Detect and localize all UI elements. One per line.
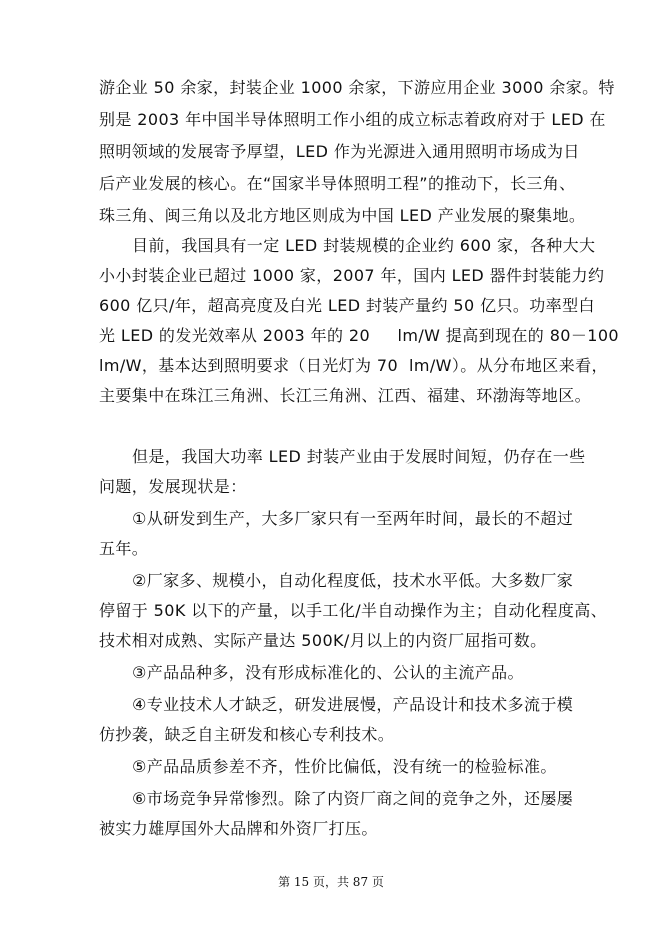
text-line: 目前，我国具有一定 LED 封装规模的企业约 600 家，各种大大: [132, 236, 596, 255]
text-line: 游企业 50 余家，封装企业 1000 余家，下游应用企业 3000 余家。特: [99, 78, 615, 97]
text-line: ⑥市场竞争异常惨烈。除了内资厂商之间的竞争之外，还屡屡: [132, 789, 574, 808]
text-line: 后产业发展的核心。在“国家半导体照明工程”的推动下，长三角、: [99, 174, 576, 193]
text-line: ⑤产品品质参差不齐，性价比偏低，没有统一的检验标准。: [132, 757, 557, 776]
text-line: lm/W，基本达到照明要求（日光灯为 70 lm/W）。从分布地区来看，: [99, 356, 608, 375]
page-number-footer: 第 15 页，共 87 页: [278, 875, 384, 889]
text-line: ③产品品种多，没有形成标准化的、公认的主流产品。: [132, 663, 524, 682]
text-line: 600 亿只/年，超高亮度及白光 LED 封装产量约 50 亿只。功率型白: [99, 296, 595, 315]
text-line: 但是，我国大功率 LED 封装产业由于发展时间短，仍存在一些: [132, 447, 586, 466]
text-line: 问题，发展现状是：: [99, 477, 247, 496]
text-line: 停留于 50K 以下的产量，以手工化/半自动操作为主；自动化程度高、: [99, 601, 608, 620]
text-line: 光 LED 的发光效率从 2003 年的 20 lm/W 提高到现在的 80－100: [99, 326, 619, 345]
text-line: 被实力雄厚国外大品牌和外资厂打压。: [99, 819, 378, 838]
text-line: 小小封装企业已超过 1000 家，2007 年，国内 LED 器件封装能力约: [99, 266, 605, 285]
text-line: 主要集中在珠江三角洲、长江三角洲、江西、福建、环渤海等地区。: [99, 386, 592, 405]
text-line: ②厂家多、规模小，自动化程度低，技术水平低。大多数厂家: [132, 571, 574, 590]
text-line: ④专业技术人才缺乏，研发进展慢，产品设计和技术多流于模: [132, 695, 574, 714]
text-line: 仿抄袭，缺乏自主研发和核心专利技术。: [99, 725, 395, 744]
text-line: 照明领域的发展寄予厚望，LED 作为光源进入通用照明市场成为日: [99, 142, 580, 161]
text-line: 技术相对成熟、实际产量达 500K/月以上的内资厂屈指可数。: [99, 631, 547, 650]
text-line: 五年。: [99, 539, 149, 558]
text-line: 珠三角、闽三角以及北方地区则成为中国 LED 产业发展的聚集地。: [99, 206, 586, 225]
text-line: ①从研发到生产，大多厂家只有一至两年时间，最长的不超过: [132, 509, 574, 528]
text-line: 别是 2003 年中国半导体照明工作小组的成立标志着政府对于 LED 在: [99, 110, 606, 129]
